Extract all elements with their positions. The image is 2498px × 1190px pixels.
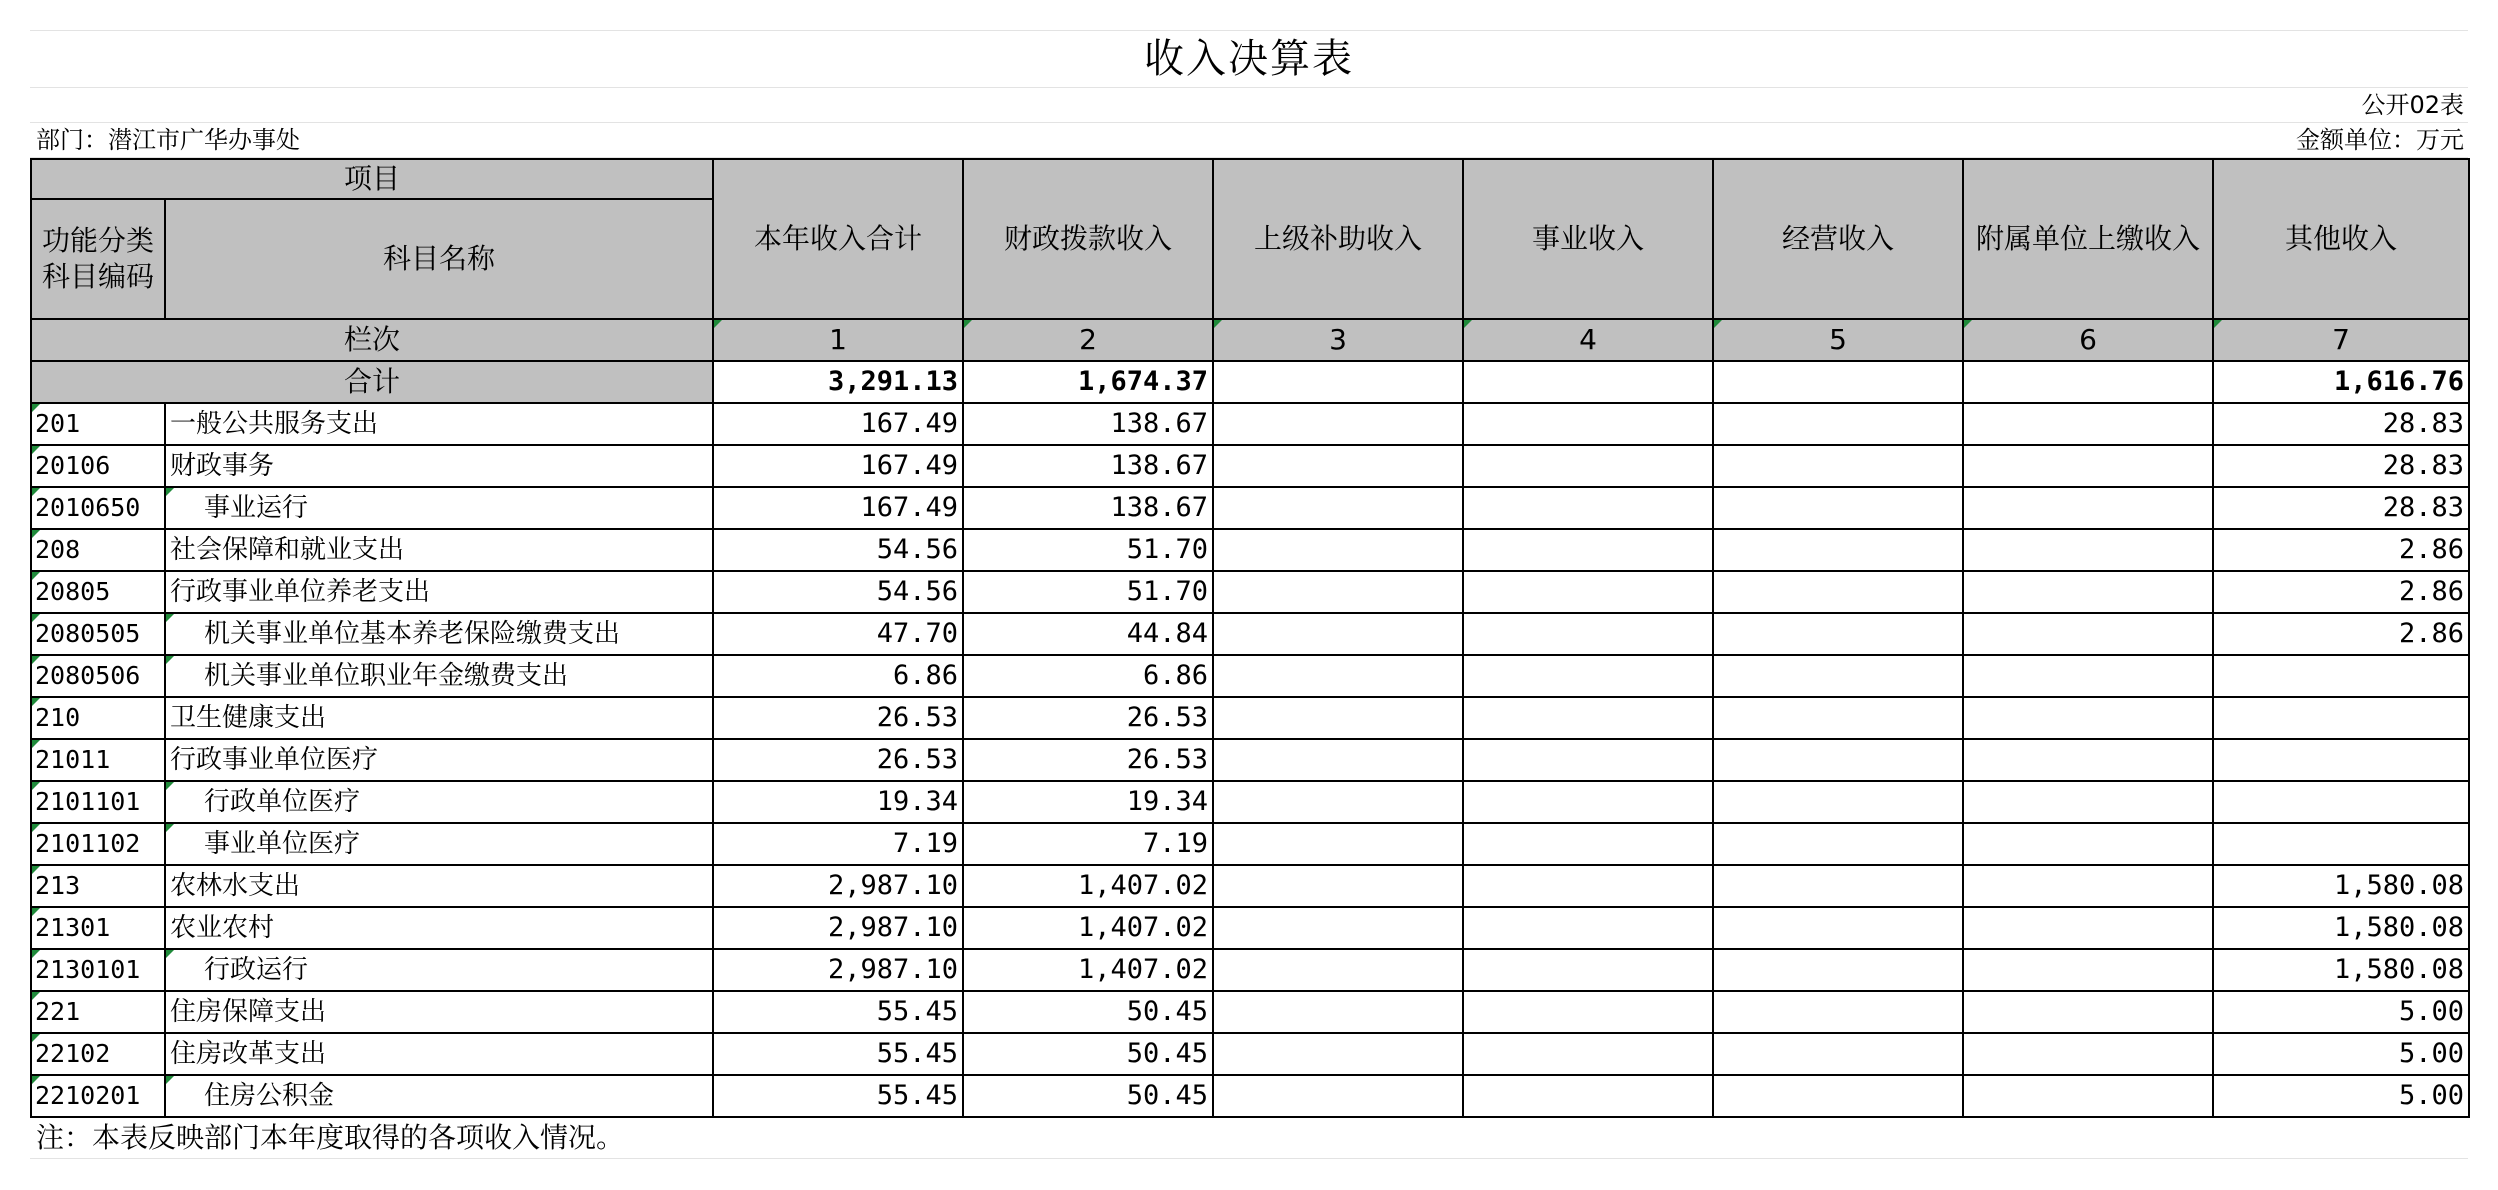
row-code: 2080506 <box>31 655 165 697</box>
row-value-col-2: 50.45 <box>963 991 1213 1033</box>
row-value-col-6 <box>1963 613 2213 655</box>
row-name: 机关事业单位基本养老保险缴费支出 <box>165 613 713 655</box>
row-value-col-3 <box>1213 1033 1463 1075</box>
row-value-col-7: 1,580.08 <box>2213 907 2469 949</box>
row-value-col-5 <box>1713 571 1963 613</box>
row-value-col-4 <box>1463 991 1713 1033</box>
row-value-col-4 <box>1463 445 1713 487</box>
table-row <box>31 529 2469 571</box>
header-col-affiliated: 附属单位上缴收入 <box>1963 159 2213 319</box>
row-value-col-3 <box>1213 403 1463 445</box>
row-value-col-6 <box>1963 949 2213 991</box>
row-value-col-1: 2,987.10 <box>713 865 963 907</box>
row-code: 2101102 <box>31 823 165 865</box>
row-name: 机关事业单位职业年金缴费支出 <box>165 655 713 697</box>
row-value-col-6 <box>1963 697 2213 739</box>
row-value-col-2: 6.86 <box>963 655 1213 697</box>
header-col-business: 事业收入 <box>1463 159 1713 319</box>
row-value-col-6 <box>1963 571 2213 613</box>
department-row <box>30 123 2468 158</box>
row-name: 农林水支出 <box>165 865 713 907</box>
row-value-col-3 <box>1213 949 1463 991</box>
total-row <box>31 361 2469 403</box>
index-row-label: 栏次 <box>31 319 713 361</box>
row-value-col-7 <box>2213 781 2469 823</box>
table-row <box>31 823 2469 865</box>
row-value-col-5 <box>1713 1033 1963 1075</box>
row-name: 行政事业单位医疗 <box>165 739 713 781</box>
total-value-col-5 <box>1713 361 1963 403</box>
table-row <box>31 613 2469 655</box>
row-value-col-6 <box>1963 487 2213 529</box>
row-value-col-2: 138.67 <box>963 487 1213 529</box>
row-value-col-6 <box>1963 445 2213 487</box>
income-statement-sheet <box>30 30 2468 1159</box>
row-value-col-4 <box>1463 1075 1713 1117</box>
row-value-col-1: 6.86 <box>713 655 963 697</box>
row-code: 21301 <box>31 907 165 949</box>
form-number-row <box>30 88 2468 123</box>
total-value-col-7: 1,616.76 <box>2213 361 2469 403</box>
form-number: 公开02表 <box>2361 91 2464 119</box>
table-row <box>31 487 2469 529</box>
row-value-col-1: 55.45 <box>713 1033 963 1075</box>
row-value-col-5 <box>1713 613 1963 655</box>
header-col-fiscal: 财政拨款收入 <box>963 159 1213 319</box>
row-value-col-2: 138.67 <box>963 445 1213 487</box>
row-value-col-4 <box>1463 529 1713 571</box>
row-value-col-2: 138.67 <box>963 403 1213 445</box>
header-code: 功能分类科目编码 <box>31 199 165 319</box>
row-value-col-4 <box>1463 487 1713 529</box>
footnote: 注：本表反映部门本年度取得的各项收入情况。 <box>30 1118 2468 1159</box>
row-value-col-3 <box>1213 613 1463 655</box>
row-value-col-1: 7.19 <box>713 823 963 865</box>
row-code: 201 <box>31 403 165 445</box>
header-item: 项目 <box>31 159 713 199</box>
row-value-col-1: 54.56 <box>713 571 963 613</box>
row-name: 行政运行 <box>165 949 713 991</box>
header-name: 科目名称 <box>165 199 713 319</box>
row-code: 20106 <box>31 445 165 487</box>
table-row <box>31 865 2469 907</box>
row-value-col-4 <box>1463 571 1713 613</box>
row-value-col-5 <box>1713 655 1963 697</box>
row-value-col-1: 55.45 <box>713 991 963 1033</box>
table-row <box>31 571 2469 613</box>
sheet-title: 收入决算表 <box>30 30 2468 88</box>
index-col-6: 6 <box>1963 319 2213 361</box>
row-name: 财政事务 <box>165 445 713 487</box>
row-value-col-1: 55.45 <box>713 1075 963 1117</box>
total-row-label: 合计 <box>31 361 713 403</box>
table-row <box>31 991 2469 1033</box>
header-col-operating: 经营收入 <box>1713 159 1963 319</box>
row-value-col-7: 1,580.08 <box>2213 865 2469 907</box>
index-row <box>31 319 2469 361</box>
row-value-col-3 <box>1213 865 1463 907</box>
row-value-col-2: 26.53 <box>963 697 1213 739</box>
row-value-col-2: 1,407.02 <box>963 907 1213 949</box>
header-col-total: 本年收入合计 <box>713 159 963 319</box>
index-col-1: 1 <box>713 319 963 361</box>
index-col-3: 3 <box>1213 319 1463 361</box>
row-value-col-7: 2.86 <box>2213 613 2469 655</box>
row-value-col-6 <box>1963 865 2213 907</box>
row-value-col-7: 5.00 <box>2213 1033 2469 1075</box>
row-value-col-7 <box>2213 823 2469 865</box>
row-value-col-5 <box>1713 1075 1963 1117</box>
row-value-col-4 <box>1463 403 1713 445</box>
row-name: 卫生健康支出 <box>165 697 713 739</box>
row-name: 行政单位医疗 <box>165 781 713 823</box>
department-label: 部门：潜江市广华办事处 <box>36 126 300 154</box>
row-value-col-3 <box>1213 1075 1463 1117</box>
row-value-col-7: 2.86 <box>2213 529 2469 571</box>
row-value-col-2: 7.19 <box>963 823 1213 865</box>
row-value-col-6 <box>1963 991 2213 1033</box>
row-code: 22102 <box>31 1033 165 1075</box>
row-value-col-3 <box>1213 571 1463 613</box>
row-value-col-4 <box>1463 1033 1713 1075</box>
row-value-col-3 <box>1213 823 1463 865</box>
row-code: 210 <box>31 697 165 739</box>
row-code: 21011 <box>31 739 165 781</box>
row-value-col-6 <box>1963 781 2213 823</box>
row-name: 社会保障和就业支出 <box>165 529 713 571</box>
row-value-col-1: 2,987.10 <box>713 949 963 991</box>
row-value-col-5 <box>1713 907 1963 949</box>
row-value-col-7: 28.83 <box>2213 403 2469 445</box>
row-value-col-5 <box>1713 865 1963 907</box>
row-value-col-1: 167.49 <box>713 487 963 529</box>
row-value-col-5 <box>1713 445 1963 487</box>
row-value-col-6 <box>1963 823 2213 865</box>
row-value-col-2: 19.34 <box>963 781 1213 823</box>
row-value-col-6 <box>1963 739 2213 781</box>
row-value-col-4 <box>1463 949 1713 991</box>
row-value-col-2: 1,407.02 <box>963 949 1213 991</box>
table-row <box>31 949 2469 991</box>
table-row <box>31 697 2469 739</box>
row-value-col-3 <box>1213 529 1463 571</box>
row-value-col-7: 5.00 <box>2213 1075 2469 1117</box>
row-value-col-4 <box>1463 739 1713 781</box>
row-value-col-2: 51.70 <box>963 571 1213 613</box>
row-value-col-7 <box>2213 739 2469 781</box>
table-row <box>31 403 2469 445</box>
row-value-col-5 <box>1713 781 1963 823</box>
row-code: 2101101 <box>31 781 165 823</box>
row-value-col-5 <box>1713 991 1963 1033</box>
row-value-col-6 <box>1963 655 2213 697</box>
row-code: 213 <box>31 865 165 907</box>
row-value-col-4 <box>1463 613 1713 655</box>
index-col-2: 2 <box>963 319 1213 361</box>
row-code: 2080505 <box>31 613 165 655</box>
row-value-col-3 <box>1213 655 1463 697</box>
row-value-col-6 <box>1963 529 2213 571</box>
total-value-col-4 <box>1463 361 1713 403</box>
table-row <box>31 781 2469 823</box>
table-row <box>31 1075 2469 1117</box>
row-value-col-6 <box>1963 1075 2213 1117</box>
row-value-col-1: 2,987.10 <box>713 907 963 949</box>
row-value-col-2: 26.53 <box>963 739 1213 781</box>
row-value-col-1: 167.49 <box>713 445 963 487</box>
row-code: 2130101 <box>31 949 165 991</box>
row-value-col-6 <box>1963 1033 2213 1075</box>
row-value-col-3 <box>1213 907 1463 949</box>
row-name: 一般公共服务支出 <box>165 403 713 445</box>
row-value-col-6 <box>1963 403 2213 445</box>
index-col-7: 7 <box>2213 319 2469 361</box>
row-value-col-2: 1,407.02 <box>963 865 1213 907</box>
row-value-col-2: 44.84 <box>963 613 1213 655</box>
row-value-col-7 <box>2213 655 2469 697</box>
row-value-col-3 <box>1213 445 1463 487</box>
row-value-col-5 <box>1713 823 1963 865</box>
row-value-col-5 <box>1713 949 1963 991</box>
table-row <box>31 1033 2469 1075</box>
row-value-col-2: 51.70 <box>963 529 1213 571</box>
row-value-col-2: 50.45 <box>963 1033 1213 1075</box>
header-row-1 <box>31 159 2469 199</box>
row-value-col-3 <box>1213 739 1463 781</box>
table-row <box>31 907 2469 949</box>
index-col-4: 4 <box>1463 319 1713 361</box>
total-value-col-3 <box>1213 361 1463 403</box>
row-value-col-3 <box>1213 991 1463 1033</box>
total-value-col-6 <box>1963 361 2213 403</box>
income-table <box>30 158 2470 1118</box>
table-row <box>31 655 2469 697</box>
row-value-col-5 <box>1713 487 1963 529</box>
row-name: 农业农村 <box>165 907 713 949</box>
row-value-col-5 <box>1713 739 1963 781</box>
total-value-col-1: 3,291.13 <box>713 361 963 403</box>
row-code: 208 <box>31 529 165 571</box>
row-value-col-4 <box>1463 781 1713 823</box>
row-name: 住房公积金 <box>165 1075 713 1117</box>
row-value-col-7 <box>2213 697 2469 739</box>
table-row <box>31 445 2469 487</box>
row-value-col-1: 54.56 <box>713 529 963 571</box>
row-value-col-1: 19.34 <box>713 781 963 823</box>
table-row <box>31 739 2469 781</box>
row-value-col-4 <box>1463 865 1713 907</box>
row-value-col-4 <box>1463 655 1713 697</box>
row-code: 2010650 <box>31 487 165 529</box>
total-value-col-2: 1,674.37 <box>963 361 1213 403</box>
row-name: 事业运行 <box>165 487 713 529</box>
row-value-col-4 <box>1463 907 1713 949</box>
row-name: 住房保障支出 <box>165 991 713 1033</box>
row-value-col-3 <box>1213 781 1463 823</box>
row-value-col-5 <box>1713 403 1963 445</box>
row-value-col-7: 28.83 <box>2213 445 2469 487</box>
row-value-col-7: 1,580.08 <box>2213 949 2469 991</box>
row-code: 2210201 <box>31 1075 165 1117</box>
row-value-col-1: 167.49 <box>713 403 963 445</box>
unit-label: 金额单位：万元 <box>2296 126 2464 154</box>
row-value-col-6 <box>1963 907 2213 949</box>
row-value-col-3 <box>1213 487 1463 529</box>
row-value-col-3 <box>1213 697 1463 739</box>
row-value-col-1: 47.70 <box>713 613 963 655</box>
row-code: 221 <box>31 991 165 1033</box>
row-value-col-4 <box>1463 823 1713 865</box>
row-value-col-7: 28.83 <box>2213 487 2469 529</box>
row-code: 20805 <box>31 571 165 613</box>
header-col-superior-subsidy: 上级补助收入 <box>1213 159 1463 319</box>
row-name: 住房改革支出 <box>165 1033 713 1075</box>
row-value-col-7: 5.00 <box>2213 991 2469 1033</box>
row-value-col-7: 2.86 <box>2213 571 2469 613</box>
row-value-col-2: 50.45 <box>963 1075 1213 1117</box>
row-value-col-1: 26.53 <box>713 739 963 781</box>
row-value-col-5 <box>1713 697 1963 739</box>
row-name: 行政事业单位养老支出 <box>165 571 713 613</box>
header-col-other: 其他收入 <box>2213 159 2469 319</box>
row-value-col-4 <box>1463 697 1713 739</box>
row-name: 事业单位医疗 <box>165 823 713 865</box>
index-col-5: 5 <box>1713 319 1963 361</box>
row-value-col-5 <box>1713 529 1963 571</box>
row-value-col-1: 26.53 <box>713 697 963 739</box>
